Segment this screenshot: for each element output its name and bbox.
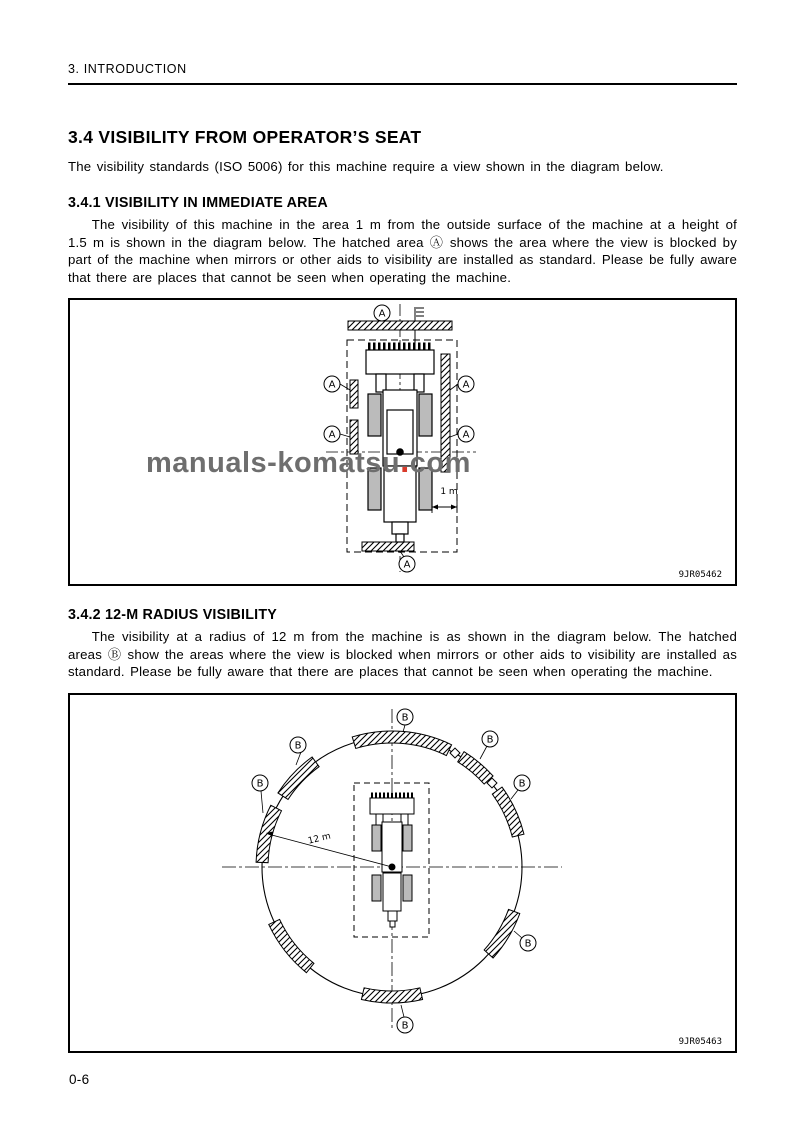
section-intro: The visibility standards (ISO 5006) for this machine require a view shown in the diagram below. bbox=[68, 159, 664, 174]
immediate-area-diagram bbox=[70, 300, 735, 584]
dimension-1m-label: 1 m bbox=[440, 487, 458, 497]
operator-eye-point bbox=[397, 449, 403, 455]
svg-text:B: B bbox=[524, 938, 532, 949]
svg-text:B: B bbox=[401, 712, 409, 723]
figure-12m-radius bbox=[68, 693, 737, 1053]
svg-text:B: B bbox=[256, 778, 264, 789]
section-title: 3.4 VISIBILITY FROM OPERATOR’S SEAT bbox=[68, 127, 422, 147]
figure-code-2: 9JR05463 bbox=[678, 1036, 722, 1047]
label-A-left-2 bbox=[324, 426, 350, 442]
svg-text:B: B bbox=[401, 1020, 409, 1031]
paragraph-342: The visibility at a radius of 12 m from the machine is as shown in the diagram below. The hatched areas Ⓑ show the areas where the view is blocked when mirrors or other aids to visibility are installed as standard. Please be fully aware that there are places that cannot be seen when operating the machine. bbox=[68, 629, 737, 679]
paragraph-341: The visibility of this machine in the area 1 m from the outside surface of the machine at a height of 1.5 m is shown in the diagram below. The hatched area Ⓐ shows the area where the view is blocked by part of the machine when mirrors or other aids to visibility are installed as standard. Please be fully aware that there are places that cannot be seen when operating the machine. bbox=[68, 217, 737, 285]
watermark-part2: com bbox=[409, 447, 471, 479]
label-A-left-1 bbox=[324, 376, 350, 392]
svg-text:B: B bbox=[486, 734, 494, 745]
subsection-title-342: 3.4.2 12-M RADIUS VISIBILITY bbox=[68, 607, 277, 623]
label-B-upper-right bbox=[480, 731, 498, 759]
label-A-right-2 bbox=[450, 426, 474, 442]
radius-12m-diagram bbox=[70, 695, 735, 1051]
label-B-bottom bbox=[397, 1005, 413, 1033]
dimension-1m bbox=[432, 497, 457, 513]
figure-immediate-area bbox=[68, 298, 737, 586]
figure-code-1: 9JR05462 bbox=[678, 570, 722, 580]
label-A-right-1 bbox=[450, 376, 474, 392]
svg-text:A: A bbox=[378, 308, 386, 320]
label-B-top bbox=[397, 709, 413, 732]
svg-text:B: B bbox=[518, 778, 526, 789]
svg-text:A: A bbox=[403, 559, 411, 571]
watermark-dot: . bbox=[400, 442, 410, 479]
watermark-part1: manuals-komatsu bbox=[146, 447, 401, 479]
dimension-12m-label: 12 m bbox=[307, 830, 332, 847]
label-B-upper-left bbox=[290, 737, 306, 765]
page-number: 0-6 bbox=[69, 1072, 90, 1087]
label-B-right bbox=[511, 775, 530, 799]
chapter-header: 3. INTRODUCTION bbox=[68, 62, 187, 76]
svg-text:B: B bbox=[294, 740, 302, 751]
label-A-bottom bbox=[399, 551, 415, 572]
svg-text:A: A bbox=[328, 379, 336, 391]
label-B-left bbox=[252, 775, 268, 813]
header-rule bbox=[68, 83, 737, 85]
subsection-title-341: 3.4.1 VISIBILITY IN IMMEDIATE AREA bbox=[68, 195, 328, 211]
svg-text:A: A bbox=[462, 429, 470, 441]
svg-text:A: A bbox=[328, 429, 336, 441]
label-A-top bbox=[374, 305, 390, 321]
svg-text:A: A bbox=[462, 379, 470, 391]
label-B-lower-right bbox=[514, 931, 536, 951]
